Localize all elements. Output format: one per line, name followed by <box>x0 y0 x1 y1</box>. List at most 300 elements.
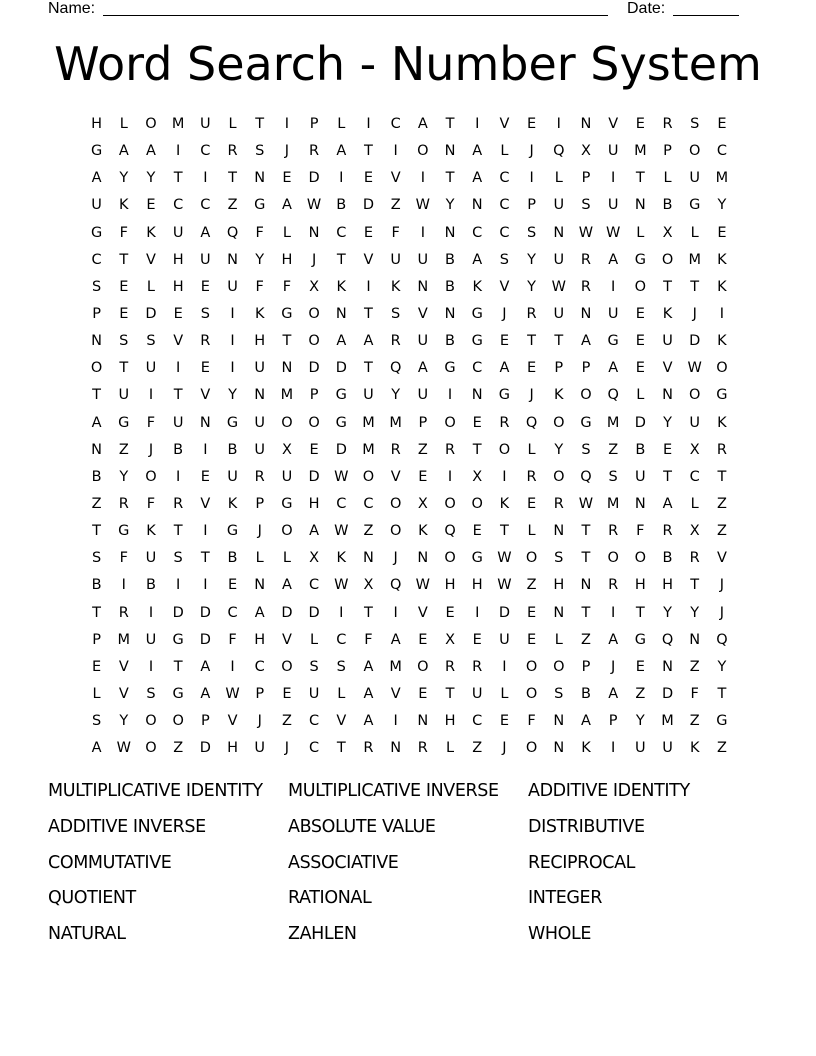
grid-letter[interactable]: O <box>498 441 511 458</box>
grid-letter[interactable]: T <box>364 360 373 377</box>
grid-letter[interactable]: U <box>635 740 646 757</box>
grid-letter[interactable]: C <box>227 604 238 621</box>
grid-letter[interactable]: D <box>145 305 157 322</box>
grid-letter[interactable]: E <box>282 170 292 187</box>
grid-letter[interactable]: R <box>553 495 564 512</box>
grid-letter[interactable]: I <box>611 604 616 621</box>
grid-letter[interactable]: T <box>336 251 346 268</box>
grid-letter[interactable]: X <box>363 577 374 594</box>
grid-letter[interactable]: O <box>525 740 538 757</box>
grid-letter[interactable]: O <box>525 685 538 702</box>
grid-letter[interactable]: H <box>172 278 184 295</box>
grid-letter[interactable]: E <box>499 713 509 730</box>
grid-letter[interactable]: O <box>716 360 728 377</box>
grid-letter[interactable]: G <box>471 305 483 322</box>
grid-letter[interactable]: Y <box>255 251 265 268</box>
grid-letter[interactable]: C <box>472 713 483 730</box>
grid-letter[interactable]: F <box>282 278 292 295</box>
grid-letter[interactable]: B <box>173 441 184 458</box>
grid-letter[interactable]: O <box>417 658 429 675</box>
grid-letter[interactable]: I <box>420 170 425 187</box>
grid-letter[interactable]: U <box>689 170 701 187</box>
grid-letter[interactable]: L <box>500 685 509 702</box>
grid-letter[interactable]: B <box>445 278 455 295</box>
grid-letter[interactable]: U <box>499 631 510 648</box>
grid-letter[interactable]: K <box>227 495 238 512</box>
grid-letter[interactable]: Z <box>91 495 102 512</box>
grid-letter[interactable]: Y <box>635 713 645 730</box>
grid-letter[interactable]: W <box>687 360 702 377</box>
grid-letter[interactable]: E <box>309 441 319 458</box>
grid-letter[interactable]: O <box>444 550 456 567</box>
grid-letter[interactable]: J <box>502 740 507 757</box>
grid-letter[interactable]: P <box>309 387 319 404</box>
grid-letter[interactable]: Y <box>119 468 129 485</box>
grid-letter[interactable]: N <box>662 658 673 675</box>
grid-letter[interactable]: C <box>91 251 102 268</box>
grid-letter[interactable]: L <box>255 550 264 567</box>
grid-letter[interactable]: C <box>309 713 320 730</box>
grid-letter[interactable]: L <box>663 170 672 187</box>
grid-letter[interactable]: Y <box>119 713 129 730</box>
grid-letter[interactable]: I <box>420 224 425 241</box>
grid-letter[interactable]: O <box>553 658 565 675</box>
grid-letter[interactable]: E <box>418 685 428 702</box>
grid-letter[interactable]: M <box>661 713 674 730</box>
grid-letter[interactable]: O <box>661 251 674 268</box>
grid-letter[interactable]: W <box>497 577 512 594</box>
grid-letter[interactable]: A <box>608 251 619 268</box>
grid-letter[interactable]: L <box>282 224 291 241</box>
grid-letter[interactable]: G <box>281 305 293 322</box>
grid-letter[interactable]: O <box>308 333 320 350</box>
grid-letter[interactable]: F <box>146 414 156 431</box>
grid-letter[interactable]: A <box>118 143 129 160</box>
grid-letter[interactable]: L <box>527 441 536 458</box>
grid-letter[interactable]: A <box>417 116 428 132</box>
grid-letter[interactable]: R <box>390 333 401 350</box>
grid-letter[interactable]: T <box>499 523 509 540</box>
grid-letter[interactable]: J <box>311 251 317 268</box>
grid-letter[interactable]: F <box>690 685 699 702</box>
grid-letter[interactable]: Y <box>228 387 237 404</box>
grid-letter[interactable]: Z <box>472 740 483 757</box>
grid-letter[interactable]: B <box>227 550 238 567</box>
grid-letter[interactable]: B <box>580 685 591 702</box>
grid-letter[interactable]: E <box>200 468 210 485</box>
grid-letter[interactable]: I <box>203 170 208 187</box>
grid-letter[interactable]: M <box>389 414 402 431</box>
grid-letter[interactable]: A <box>499 360 510 377</box>
grid-letter[interactable]: A <box>200 224 211 241</box>
grid-letter[interactable]: V <box>608 116 619 132</box>
grid-letter[interactable]: C <box>200 143 211 160</box>
grid-letter[interactable]: I <box>148 387 154 404</box>
grid-letter[interactable]: N <box>580 305 592 322</box>
grid-letter[interactable]: G <box>281 495 293 512</box>
grid-letter[interactable]: I <box>203 441 208 458</box>
grid-letter[interactable]: K <box>146 224 156 241</box>
grid-letter[interactable]: O <box>145 740 157 757</box>
grid-letter[interactable]: N <box>553 523 565 540</box>
grid-letter[interactable]: P <box>92 631 101 648</box>
grid-letter[interactable]: K <box>336 278 347 295</box>
grid-letter[interactable]: E <box>472 631 482 648</box>
grid-letter[interactable]: M <box>389 658 402 675</box>
grid-letter[interactable]: H <box>634 577 646 594</box>
grid-letter[interactable]: I <box>203 523 208 540</box>
grid-letter[interactable]: O <box>634 550 647 567</box>
grid-letter[interactable]: E <box>527 495 537 512</box>
grid-letter[interactable]: K <box>689 740 700 757</box>
grid-letter[interactable]: R <box>417 740 428 757</box>
grid-letter[interactable]: I <box>611 278 616 295</box>
grid-letter[interactable]: I <box>121 577 126 594</box>
grid-letter[interactable]: I <box>447 387 453 404</box>
grid-letter[interactable]: J <box>719 604 725 621</box>
grid-letter[interactable]: R <box>472 658 483 675</box>
grid-letter[interactable]: O <box>689 143 701 160</box>
grid-letter[interactable]: U <box>308 685 320 702</box>
grid-letter[interactable]: E <box>173 305 183 322</box>
grid-letter[interactable]: M <box>606 495 620 512</box>
grid-letter[interactable]: G <box>444 360 456 377</box>
grid-letter[interactable]: S <box>119 333 129 350</box>
grid-letter[interactable]: I <box>502 468 507 485</box>
grid-letter[interactable]: R <box>580 278 591 295</box>
grid-letter[interactable]: R <box>118 604 129 621</box>
grid-letter[interactable]: J <box>529 143 534 160</box>
grid-letter[interactable]: N <box>634 197 646 214</box>
grid-letter[interactable]: A <box>336 143 347 160</box>
grid-letter[interactable]: F <box>391 224 400 241</box>
grid-letter[interactable]: D <box>335 441 347 458</box>
grid-letter[interactable]: I <box>230 658 235 675</box>
grid-letter[interactable]: W <box>578 495 594 512</box>
grid-letter[interactable]: O <box>145 116 157 132</box>
grid-letter[interactable]: G <box>634 251 646 268</box>
grid-letter[interactable]: I <box>176 143 181 160</box>
grid-letter[interactable]: X <box>445 631 455 648</box>
grid-letter[interactable]: R <box>200 333 211 350</box>
grid-letter[interactable]: D <box>498 604 510 621</box>
grid-letter[interactable]: D <box>281 604 293 621</box>
grid-letter[interactable]: L <box>445 740 455 757</box>
grid-letter[interactable]: L <box>690 495 699 512</box>
grid-letter[interactable]: V <box>390 685 401 702</box>
grid-letter[interactable]: H <box>254 631 266 648</box>
grid-letter[interactable]: Q <box>716 631 728 648</box>
grid-letter[interactable]: W <box>415 197 431 214</box>
grid-letter[interactable]: I <box>366 278 371 295</box>
grid-letter[interactable]: A <box>91 414 102 431</box>
grid-letter[interactable]: T <box>445 170 455 187</box>
grid-letter[interactable]: T <box>717 685 727 702</box>
grid-letter[interactable]: I <box>611 740 616 757</box>
grid-letter[interactable]: D <box>199 740 211 757</box>
grid-letter[interactable]: W <box>334 577 349 594</box>
grid-letter[interactable]: C <box>173 197 184 214</box>
grid-letter[interactable]: B <box>662 550 673 567</box>
grid-letter[interactable]: F <box>364 631 373 648</box>
grid-letter[interactable]: T <box>228 170 237 187</box>
grid-letter[interactable]: V <box>662 360 673 377</box>
grid-letter[interactable]: W <box>306 197 322 214</box>
grid-letter[interactable]: X <box>309 278 320 295</box>
grid-letter[interactable]: J <box>148 441 154 458</box>
grid-letter[interactable]: J <box>719 577 725 594</box>
grid-letter[interactable]: Q <box>607 387 619 404</box>
grid-letter[interactable]: V <box>390 468 401 485</box>
grid-letter[interactable]: L <box>310 631 319 648</box>
grid-letter[interactable]: N <box>227 251 238 268</box>
grid-letter[interactable]: S <box>690 116 700 132</box>
grid-letter[interactable]: I <box>556 116 561 132</box>
grid-letter[interactable]: Z <box>526 577 537 594</box>
grid-letter[interactable]: C <box>499 224 510 241</box>
grid-letter[interactable]: A <box>309 523 320 540</box>
grid-letter[interactable]: U <box>689 414 701 431</box>
grid-letter[interactable]: N <box>471 387 483 404</box>
grid-letter[interactable]: K <box>146 523 156 540</box>
grid-letter[interactable]: E <box>418 631 428 648</box>
grid-letter[interactable]: S <box>91 713 102 730</box>
grid-letter[interactable]: U <box>118 387 130 404</box>
grid-letter[interactable]: K <box>662 305 673 322</box>
grid-letter[interactable]: U <box>390 251 401 268</box>
grid-letter[interactable]: A <box>472 143 483 160</box>
grid-letter[interactable]: I <box>339 170 344 187</box>
grid-letter[interactable]: E <box>92 658 102 675</box>
grid-letter[interactable]: O <box>417 143 429 160</box>
grid-letter[interactable]: N <box>91 441 103 458</box>
grid-letter[interactable]: E <box>363 224 374 241</box>
grid-letter[interactable]: W <box>605 224 621 241</box>
grid-letter[interactable]: H <box>308 495 320 512</box>
grid-letter[interactable]: H <box>254 333 266 350</box>
grid-letter[interactable]: E <box>635 360 645 377</box>
grid-letter[interactable]: N <box>417 278 429 295</box>
grid-letter[interactable]: X <box>472 468 483 485</box>
grid-letter[interactable]: D <box>308 360 320 377</box>
grid-letter[interactable]: C <box>472 224 483 241</box>
grid-letter[interactable]: C <box>390 116 401 132</box>
grid-letter[interactable]: A <box>363 333 374 350</box>
grid-letter[interactable]: O <box>172 713 184 730</box>
grid-letter[interactable]: R <box>716 441 727 458</box>
grid-letter[interactable]: R <box>254 468 265 485</box>
grid-letter[interactable]: X <box>689 441 700 458</box>
date-blank-line[interactable] <box>673 15 739 16</box>
grid-letter[interactable]: B <box>91 468 102 485</box>
grid-letter[interactable]: B <box>662 197 673 214</box>
grid-letter[interactable]: T <box>173 387 183 404</box>
grid-letter[interactable]: T <box>92 523 102 540</box>
grid-letter[interactable]: I <box>230 360 235 377</box>
grid-letter[interactable]: I <box>475 116 480 132</box>
grid-letter[interactable]: P <box>255 685 265 702</box>
grid-letter[interactable]: G <box>226 414 239 431</box>
grid-letter[interactable]: P <box>608 713 618 730</box>
grid-letter[interactable]: U <box>145 631 157 648</box>
grid-letter[interactable]: Y <box>527 278 537 295</box>
grid-letter[interactable]: U <box>553 197 565 214</box>
grid-letter[interactable]: E <box>200 278 210 295</box>
grid-letter[interactable]: V <box>716 550 727 567</box>
grid-letter[interactable]: A <box>363 713 374 730</box>
grid-letter[interactable]: Z <box>716 740 727 757</box>
grid-letter[interactable]: T <box>200 550 210 567</box>
grid-letter[interactable]: A <box>200 685 211 702</box>
grid-letter[interactable]: N <box>91 333 103 350</box>
grid-letter[interactable]: G <box>254 197 266 214</box>
grid-letter[interactable]: A <box>200 658 211 675</box>
grid-letter[interactable]: J <box>692 305 697 322</box>
grid-letter[interactable]: E <box>527 631 537 648</box>
grid-letter[interactable]: A <box>472 251 483 268</box>
grid-letter[interactable]: I <box>719 305 725 322</box>
grid-letter[interactable]: F <box>146 495 156 512</box>
grid-letter[interactable]: T <box>445 685 455 702</box>
grid-letter[interactable]: S <box>581 197 591 214</box>
grid-letter[interactable]: E <box>662 441 673 458</box>
grid-letter[interactable]: T <box>173 170 183 187</box>
grid-letter[interactable]: T <box>581 523 591 540</box>
grid-letter[interactable]: E <box>472 523 482 540</box>
grid-letter[interactable]: C <box>472 360 483 377</box>
grid-letter[interactable]: N <box>254 387 266 404</box>
grid-letter[interactable]: L <box>337 685 346 702</box>
grid-letter[interactable]: K <box>554 387 564 404</box>
grid-letter[interactable]: Z <box>417 441 428 458</box>
grid-letter[interactable]: Z <box>716 523 727 540</box>
grid-letter[interactable]: T <box>364 604 373 621</box>
grid-letter[interactable]: W <box>334 468 349 485</box>
grid-letter[interactable]: E <box>146 197 156 214</box>
grid-letter[interactable]: Z <box>363 523 374 540</box>
grid-letter[interactable]: A <box>581 713 591 730</box>
grid-letter[interactable]: V <box>281 631 292 648</box>
grid-letter[interactable]: W <box>551 278 566 295</box>
grid-letter[interactable]: L <box>92 685 101 702</box>
grid-letter[interactable]: Y <box>391 387 401 404</box>
grid-letter[interactable]: Q <box>444 523 456 540</box>
grid-letter[interactable]: T <box>690 577 700 594</box>
grid-letter[interactable]: F <box>119 550 128 567</box>
grid-letter[interactable]: K <box>418 523 428 540</box>
grid-letter[interactable]: H <box>281 251 293 268</box>
grid-letter[interactable]: N <box>471 197 483 214</box>
grid-letter[interactable]: Z <box>227 197 238 214</box>
grid-letter[interactable]: F <box>228 631 237 648</box>
grid-letter[interactable]: Z <box>581 631 591 648</box>
grid-letter[interactable]: S <box>499 251 510 268</box>
grid-letter[interactable]: L <box>554 170 563 187</box>
grid-letter[interactable]: G <box>335 414 347 431</box>
grid-letter[interactable]: H <box>444 713 456 730</box>
grid-letter[interactable]: M <box>117 631 131 648</box>
grid-letter[interactable]: I <box>611 170 616 187</box>
grid-letter[interactable]: M <box>634 143 647 160</box>
grid-letter[interactable]: U <box>200 116 211 132</box>
grid-letter[interactable]: Q <box>661 631 674 648</box>
grid-letter[interactable]: D <box>199 631 211 648</box>
grid-letter[interactable]: Y <box>527 251 537 268</box>
grid-letter[interactable]: D <box>634 414 646 431</box>
grid-letter[interactable]: A <box>417 360 428 377</box>
grid-letter[interactable]: T <box>472 441 482 458</box>
grid-letter[interactable]: Y <box>146 170 156 187</box>
grid-letter[interactable]: O <box>145 468 157 485</box>
grid-letter[interactable]: O <box>553 468 565 485</box>
grid-letter[interactable]: F <box>255 224 264 241</box>
grid-letter[interactable]: A <box>608 360 619 377</box>
grid-letter[interactable]: E <box>717 116 727 132</box>
grid-letter[interactable]: U <box>172 414 184 431</box>
grid-letter[interactable]: Y <box>445 197 455 214</box>
grid-letter[interactable]: U <box>227 468 238 485</box>
grid-letter[interactable]: I <box>284 116 290 132</box>
grid-letter[interactable]: O <box>145 713 157 730</box>
grid-letter[interactable]: M <box>171 116 185 132</box>
grid-letter[interactable]: N <box>254 170 266 187</box>
grid-letter[interactable]: S <box>91 278 102 295</box>
grid-letter[interactable]: N <box>689 631 701 648</box>
grid-letter[interactable]: E <box>363 170 374 187</box>
grid-letter[interactable]: O <box>362 468 375 485</box>
grid-letter[interactable]: T <box>635 170 645 187</box>
grid-letter[interactable]: L <box>554 631 563 648</box>
grid-letter[interactable]: Z <box>173 740 184 757</box>
grid-letter[interactable]: G <box>716 387 728 404</box>
grid-letter[interactable]: S <box>554 685 564 702</box>
grid-letter[interactable]: V <box>200 495 211 512</box>
grid-letter[interactable]: T <box>581 604 591 621</box>
grid-letter[interactable]: I <box>230 305 235 322</box>
grid-letter[interactable]: A <box>281 577 292 594</box>
grid-letter[interactable]: R <box>662 523 673 540</box>
grid-letter[interactable]: I <box>393 604 398 621</box>
grid-letter[interactable]: U <box>281 468 293 485</box>
grid-letter[interactable]: Z <box>118 441 129 458</box>
grid-letter[interactable]: R <box>689 550 700 567</box>
grid-letter[interactable]: R <box>608 577 619 594</box>
grid-letter[interactable]: L <box>119 116 128 132</box>
name-blank-line[interactable] <box>103 15 608 16</box>
grid-letter[interactable]: M <box>715 170 729 187</box>
grid-letter[interactable]: E <box>200 360 210 377</box>
grid-letter[interactable]: A <box>608 685 619 702</box>
grid-letter[interactable]: V <box>363 251 374 268</box>
grid-letter[interactable]: V <box>390 170 401 187</box>
grid-letter[interactable]: O <box>471 495 483 512</box>
grid-letter[interactable]: D <box>308 170 320 187</box>
grid-letter[interactable]: R <box>444 658 456 675</box>
grid-letter[interactable]: T <box>173 523 183 540</box>
grid-letter[interactable]: O <box>607 550 619 567</box>
grid-letter[interactable]: N <box>553 224 565 241</box>
grid-letter[interactable]: E <box>119 278 129 295</box>
grid-letter[interactable]: H <box>662 577 673 594</box>
grid-letter[interactable]: J <box>284 740 290 757</box>
grid-letter[interactable]: J <box>529 387 534 404</box>
grid-letter[interactable]: E <box>499 333 509 350</box>
grid-letter[interactable]: Y <box>663 414 672 431</box>
grid-letter[interactable]: U <box>91 197 102 214</box>
grid-letter[interactable]: G <box>471 550 483 567</box>
grid-letter[interactable]: G <box>689 197 701 214</box>
grid-letter[interactable]: G <box>471 333 483 350</box>
